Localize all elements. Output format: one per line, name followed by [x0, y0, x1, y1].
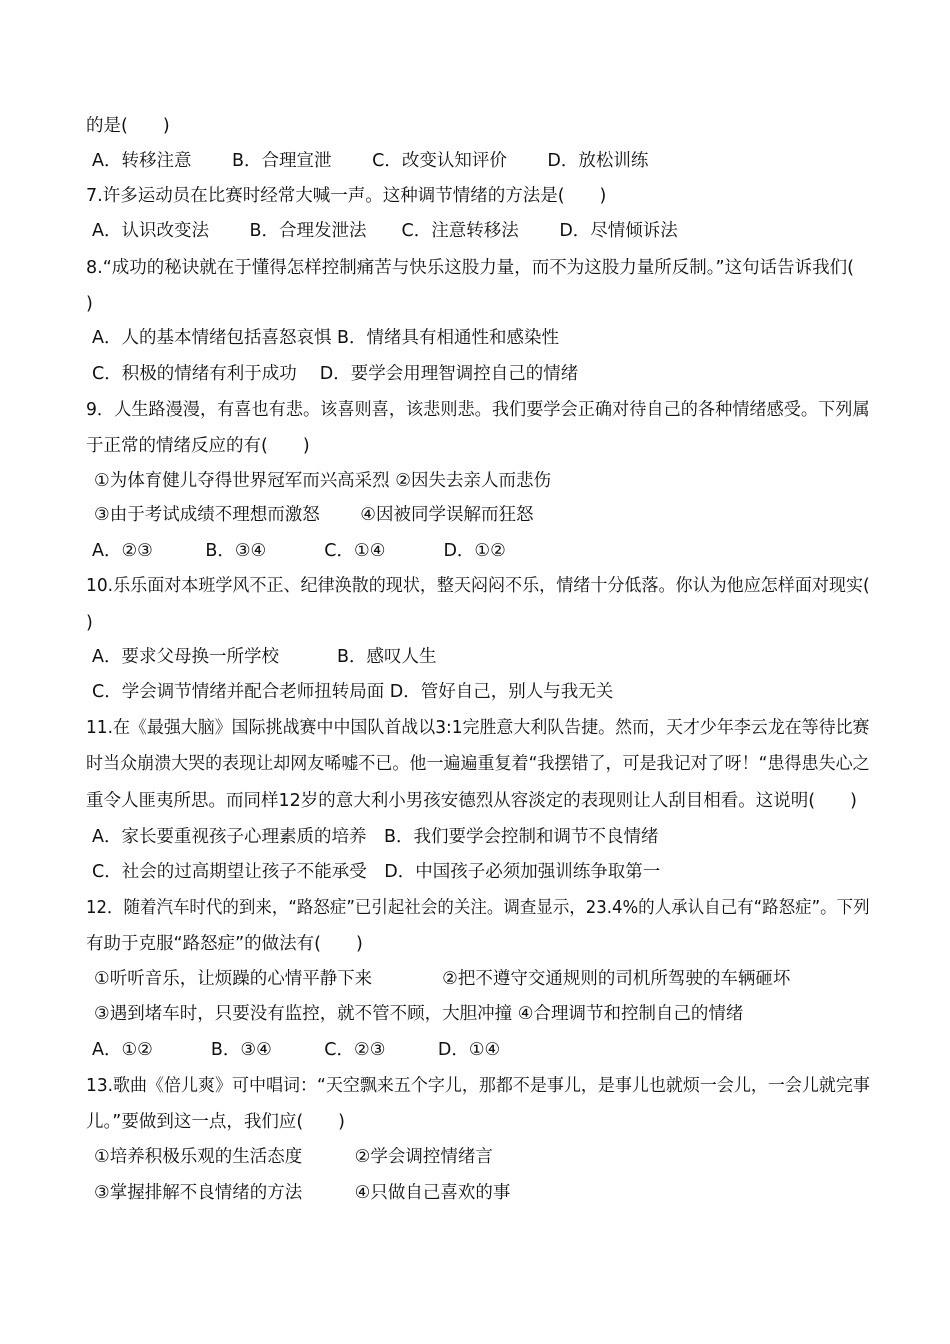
question-12-options: A．①② B．③④ C．②③ D．①④: [92, 1040, 501, 1060]
question-6-options: A．转移注意 B．合理宣泄 C．改变认知评价 D．放松训练: [92, 151, 649, 171]
question-9-stem-line1: 9．人生路漫漫，有喜也有悲。该喜则喜，该悲则悲。我们要学会正确对待自己的各种情绪感受。下列属: [86, 400, 870, 420]
question-10-options-line1: A．要求父母换一所学校 B．感叹人生: [92, 647, 437, 667]
question-13-items-line1: ①培养积极乐观的生活态度 ②学会调控情绪言: [94, 1147, 493, 1167]
question-8-stem-line1: 8.“成功的秘诀就在于懂得怎样控制痛苦与快乐这股力量，而不为这股力量所反制。”这句话告诉我们(: [86, 258, 854, 278]
question-11-stem-line3: 重令人匪夷所思。而同样12岁的意大利小男孩安德烈从容淡定的表现则让人刮目相看。这说明( ): [86, 791, 857, 811]
question-13-items-line2: ③掌握排解不良情绪的方法 ④只做自己喜欢的事: [94, 1183, 511, 1203]
question-9-stem-line2: 于正常的情绪反应的有( ): [86, 436, 310, 456]
question-10-options-line2: C．学会调节情绪并配合老师扭转局面 D．管好自己，别人与我无关: [92, 682, 614, 702]
question-12-items-line1: ①听听音乐，让烦躁的心情平静下来 ②把不遵守交通规则的司机所驾驶的车辆砸坏: [94, 969, 791, 989]
question-12-items-line2: ③遇到堵车时，只要没有监控，就不管不顾，大胆冲撞 ④合理调节和控制自己的情绪: [94, 1004, 744, 1024]
question-8-options-line2: C．积极的情绪有利于成功 D．要学会用理智调控自己的情绪: [92, 364, 579, 384]
question-7-options: A．认识改变法 B．合理发泄法 C．注意转移法 D．尽情倾诉法: [92, 221, 678, 241]
question-11-stem-line1: 11.在《最强大脑》国际挑战赛中中国队首战以3:1完胜意大利队告捷。然而，天才少年李云龙在等待比赛: [86, 718, 870, 738]
question-10-stem-line1: 10.乐乐面对本班学风不正、纪律涣散的现状，整天闷闷不乐，情绪十分低落。你认为他应怎样面对现实(: [86, 576, 870, 596]
question-6-stem-tail: 的是( ): [86, 116, 170, 136]
question-11-options-line2: C．社会的过高期望让孩子不能承受 D．中国孩子必须加强训练争取第一: [92, 862, 661, 882]
question-11-options-line1: A．家长要重视孩子心理素质的培养 B．我们要学会控制和调节不良情绪: [92, 827, 659, 847]
question-12-stem-line1: 12．随着汽车时代的到来，“路怒症”已引起社会的关注。调查显示，23.4%的人承认自己有“路怒症”。下列: [86, 898, 870, 918]
question-8-stem-line2: ): [86, 294, 93, 314]
question-10-stem-line2: ): [86, 613, 93, 633]
question-12-stem-line2: 有助于克服“路怒症”的做法有( ): [86, 934, 363, 954]
question-11-stem-line2: 时当众崩溃大哭的表现让却网友唏嘘不已。他一遍遍重复着“我摆错了，可是我记对了呀！“患得患失心之: [86, 754, 870, 774]
question-13-stem-line2: 儿。”要做到这一点，我们应( ): [86, 1112, 345, 1132]
question-9-items-line2: ③由于考试成绩不理想而激怒 ④因被同学误解而狂怒: [94, 505, 534, 525]
question-8-options-line1: A．人的基本情绪包括喜怒哀惧 B．情绪具有相通性和感染性: [92, 328, 560, 348]
question-7-stem: 7.许多运动员在比赛时经常大喊一声。这种调节情绪的方法是( ): [86, 186, 607, 206]
question-13-stem-line1: 13.歌曲《倍儿爽》可中唱词：“天空飘来五个字儿，那都不是事儿，是事儿也就烦一会儿，一会儿就完事: [86, 1076, 870, 1096]
question-9-items-line1: ①为体育健儿夺得世界冠军而兴高采烈 ②因失去亲人而悲伤: [94, 471, 551, 491]
question-9-options: A．②③ B．③④ C．①④ D．①②: [92, 541, 506, 561]
